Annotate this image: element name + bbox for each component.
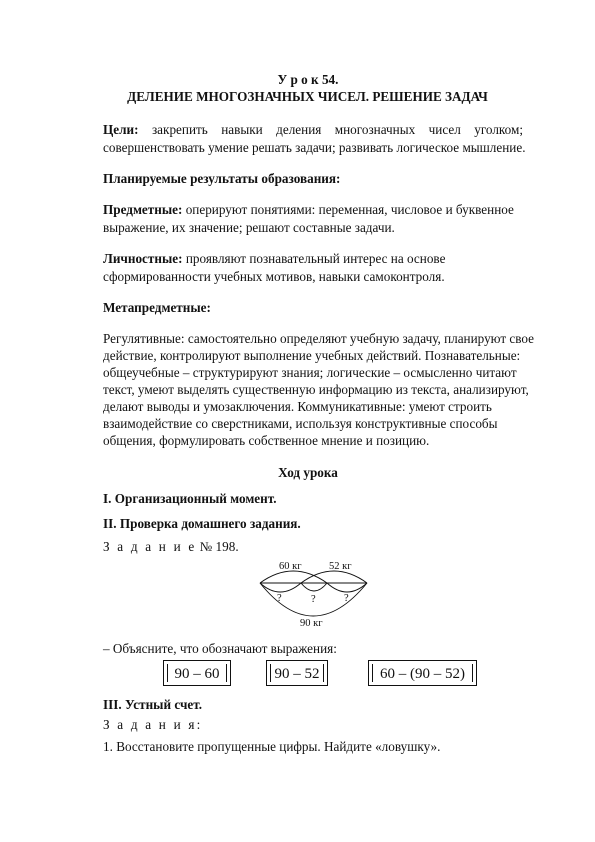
question-mark: ?	[311, 594, 316, 605]
question-mark: ?	[277, 593, 282, 604]
expression-text: 90 – 60	[174, 666, 220, 682]
expression-box-inner-frame	[372, 664, 473, 682]
goals-text-1: закрепить навыки деления многозначных чисел уголком;	[151, 122, 524, 137]
expression-box-inner-frame	[270, 664, 324, 682]
label-52: 52 кг	[329, 561, 352, 572]
goals-line2: совершенствовать умение решать задачи; развивать логическое мышление.	[103, 140, 526, 155]
personal-text-1: проявляют познавательный интерес на основе	[182, 251, 446, 266]
stage-2-heading: II. Проверка домашнего задания.	[103, 516, 301, 531]
subject-label: Предметные:	[103, 202, 183, 217]
arc-52-top	[301, 571, 367, 583]
arc-q2	[301, 583, 327, 591]
expression-box	[266, 660, 328, 686]
expression-box	[368, 660, 477, 686]
tasks-label: З а д а н и я:	[103, 717, 203, 732]
goals-line1	[103, 122, 523, 139]
meta-line: общения, формулировать собственное мнение и позицию.	[103, 433, 430, 448]
meta-heading: Метапредметные:	[103, 300, 211, 315]
label-90: 90 кг	[300, 618, 323, 627]
meta-line: общеучебные – структурируют знания; логические – осмысленно читают	[103, 365, 517, 380]
lesson-number: У р о к 54.	[277, 72, 339, 87]
oral-task-1: 1. Восстановите пропущенные цифры. Найдите «ловушку».	[103, 739, 441, 754]
expression-box	[163, 660, 231, 686]
label-60: 60 кг	[279, 561, 302, 572]
stage-1-heading: I. Организационный момент.	[103, 491, 277, 506]
planned-heading: Планируемые результаты образования:	[103, 171, 341, 186]
segment-diagram	[255, 557, 375, 627]
expression-text: 90 – 52	[274, 666, 320, 682]
personal-line1	[103, 251, 513, 267]
task-number: № 198.	[196, 539, 239, 554]
question-mark: ?	[344, 593, 349, 604]
stage-3-heading: III. Устный счет.	[103, 697, 203, 712]
personal-line2: сформированности учебных мотивов, навыки самоконтроля.	[103, 269, 445, 284]
lesson-title: ДЕЛЕНИЕ МНОГОЗНАЧНЫХ ЧИСЕЛ. РЕШЕНИЕ ЗАДАЧ	[127, 89, 488, 104]
goals-label: Цели:	[103, 122, 139, 137]
arc-60-top	[260, 571, 327, 583]
meta-line: текст, умеют выделять существенную информацию из текста, анализируют,	[103, 382, 529, 397]
arc-q3	[327, 583, 367, 592]
expression-text: 60 – (90 – 52)	[380, 666, 465, 682]
subject-text-1: оперируют понятиями: переменная, числовое и буквенное	[182, 202, 514, 217]
meta-line: делают выводы и умозаключения. Коммуникативные: умеют строить	[103, 399, 492, 414]
meta-line: взаимодействие со сверстниками, используя конструктивные способы	[103, 416, 498, 431]
subject-line2: выражение, их значение; решают составные задачи.	[103, 220, 395, 235]
meta-line: действие, контролируют выполнение учебных действий. Познавательные:	[103, 348, 521, 363]
course-heading: Ход урока	[278, 465, 338, 480]
personal-label: Личностные:	[103, 251, 183, 266]
expression-box-inner-frame	[167, 664, 227, 682]
subject-line1	[103, 202, 513, 218]
task-label: З а д а н и е	[103, 539, 197, 554]
explain-prompt: – Объясните, что обозначают выражения:	[103, 641, 337, 656]
meta-line: Регулятивные: самостоятельно определяют учебную задачу, планируют свое	[103, 331, 535, 346]
task-198	[103, 539, 513, 555]
